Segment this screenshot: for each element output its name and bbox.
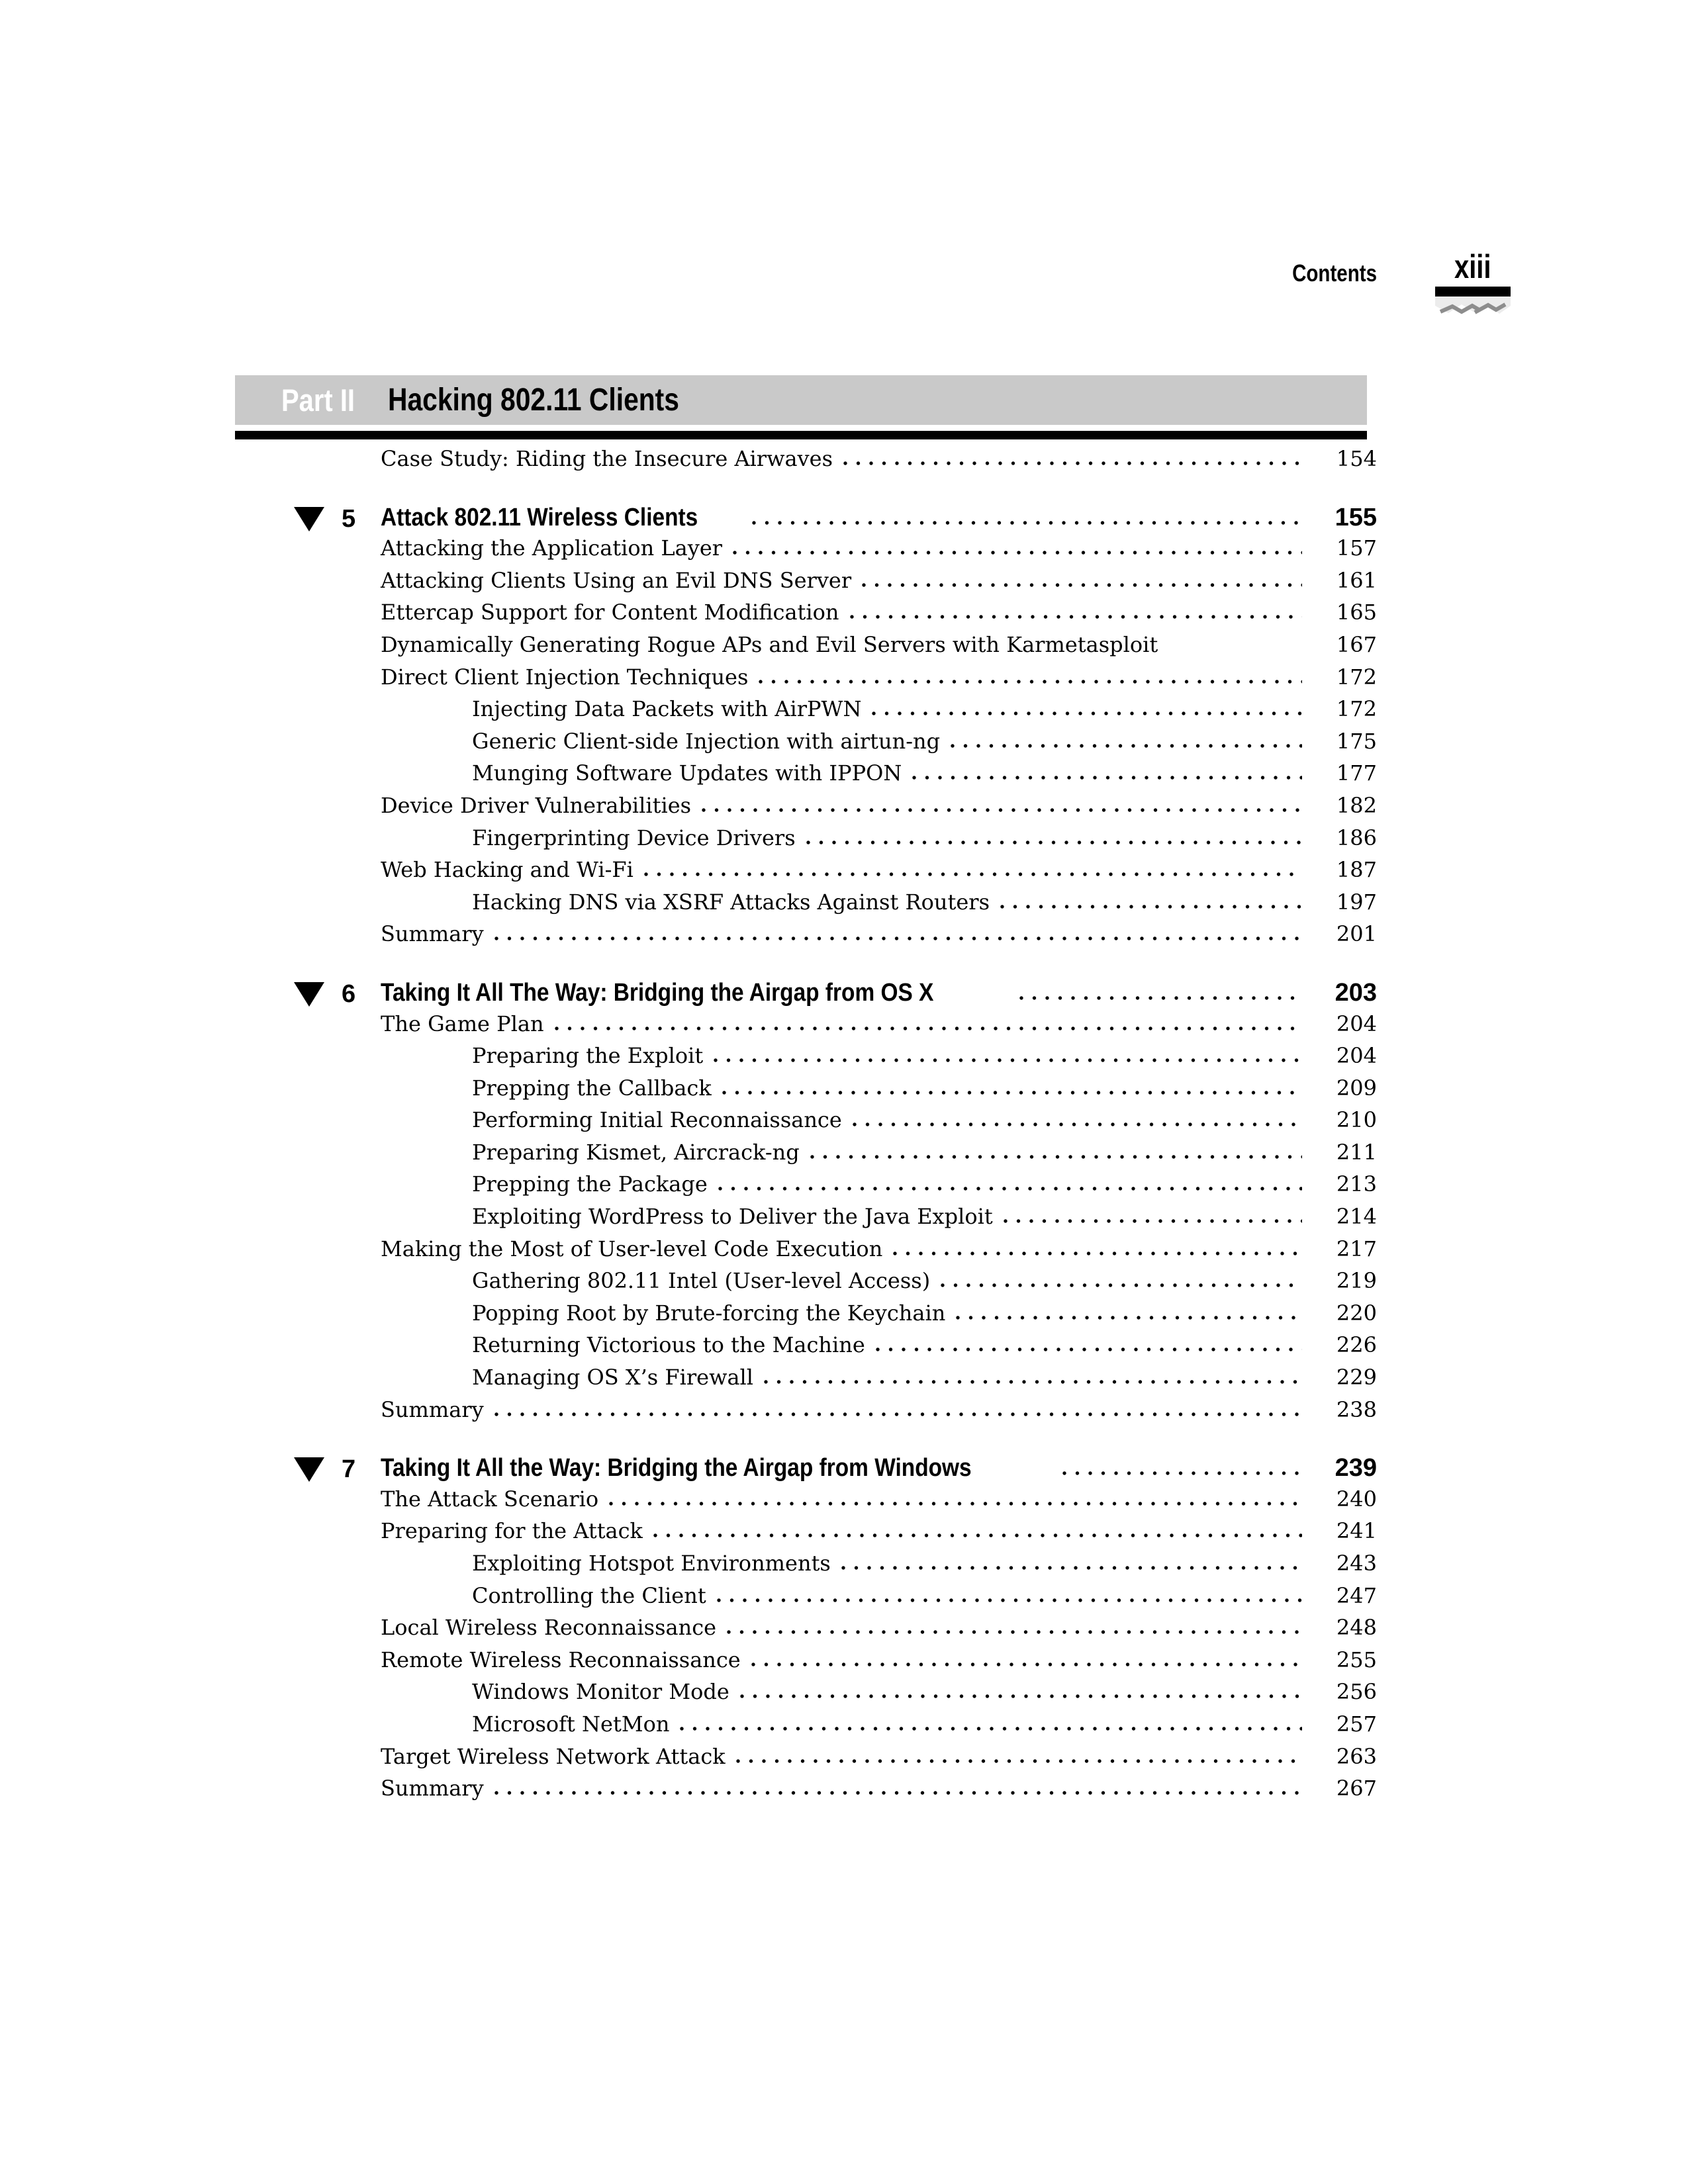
toc-row [381,1171,1377,1204]
toc-entry-page: 213 [1336,1171,1377,1197]
dot-leader [1019,995,1302,1001]
toc-entry-page: 187 [1336,857,1377,883]
chapter-number: 6 [342,979,356,1008]
toc-entry-page: 226 [1336,1332,1377,1358]
dot-leader [494,936,1302,941]
chapter-marker [294,505,355,533]
toc-row [381,1744,1377,1776]
chapter-number: 7 [342,1455,356,1484]
chapter-triangle-icon [294,1457,324,1482]
toc-entry-title: Preparing for the Attack [381,1518,643,1544]
toc-entry-page: 267 [1336,1776,1377,1801]
toc-entry-page: 255 [1336,1647,1377,1672]
chapter-triangle-icon [294,982,324,1007]
toc-row [381,1486,1377,1519]
toc-entry-title: Attack 802.11 Wireless Clients [381,503,698,531]
toc-entry-title: Generic Client-side Injection with airtun-ng [472,728,941,754]
toc-entry-title: Device Driver Vulnerabilities [381,792,692,818]
toc-entry-title: Preparing Kismet, Aircrack-ng [472,1139,800,1165]
toc-entry-page: 172 [1336,696,1377,722]
dot-leader [555,1026,1302,1031]
dot-leader [609,1501,1302,1506]
toc-row [381,793,1377,825]
dot-leader [751,1662,1302,1667]
toc-entry-title: Target Wireless Network Attack [381,1743,726,1769]
chapter-number: 5 [342,504,356,533]
part-title: Hacking 802.11 Clients [387,383,679,418]
toc-entry-title: Local Wireless Reconnaissance [381,1615,717,1641]
folio-bar-decoration [1435,287,1511,296]
dot-leader [872,711,1302,716]
toc-row [381,729,1377,761]
dot-leader [1004,1218,1302,1224]
toc-entry-title: Making the Most of User-level Code Execution [381,1236,883,1261]
toc-row [381,696,1377,729]
toc-row [381,1365,1377,1397]
toc-row [381,1583,1377,1615]
page-number: xiii [1454,248,1491,285]
toc-row [381,1647,1377,1680]
toc-entry-page: 172 [1336,664,1377,690]
toc-entry-page: 248 [1336,1615,1377,1641]
toc-entry-page: 209 [1336,1075,1377,1101]
toc-entry-title: Direct Client Injection Techniques [381,664,749,690]
toc-row [381,921,1377,954]
toc-entry-page: 165 [1336,600,1377,625]
toc-row [381,1043,1377,1075]
toc-entry-page: 217 [1336,1236,1377,1261]
toc-row [381,1679,1377,1711]
toc-entry-title: Ettercap Support for Content Modification [381,600,839,625]
toc-row [381,632,1377,664]
dot-leader [702,807,1302,813]
toc-entry-page: 211 [1336,1139,1377,1165]
part-header-bar [235,375,1367,425]
chapter-triangle-icon [294,507,324,531]
toc-entry-title: Dynamically Generating Rogue APs and Evil Servers with Karmetasploit [381,631,1158,657]
toc-entry-title: Popping Root by Brute-forcing the Keychain [472,1300,946,1326]
toc-row [381,535,1377,568]
dot-leader [850,614,1303,619]
dot-leader [764,1379,1302,1385]
toc-entry-title: The Game Plan [381,1011,544,1036]
toc-row [342,503,1377,536]
toc-row [381,1776,1377,1808]
toc-entry-page: 157 [1336,535,1377,561]
dot-leader [727,1629,1302,1635]
dot-leader [841,1565,1302,1570]
dot-leader [653,1533,1302,1538]
toc-row [381,1397,1377,1430]
dot-leader [1000,904,1302,909]
part-kicker: Part II [281,383,355,418]
toc-entry-page: 154 [1336,446,1377,471]
toc-entry-title: Performing Initial Reconnaissance [472,1107,842,1133]
dot-leader [680,1726,1302,1731]
torn-paper-squiggle-icon [1435,296,1511,318]
dot-leader [810,1154,1302,1160]
toc-entry-page: 238 [1336,1396,1377,1422]
toc-entry-page: 204 [1336,1043,1377,1069]
toc-entry-page: 240 [1336,1486,1377,1512]
toc-entry-title: Windows Monitor Mode [472,1679,729,1705]
dot-leader [912,775,1302,780]
toc-row [381,1551,1377,1583]
toc-entry-title: Attacking Clients Using an Evil DNS Server [381,567,852,593]
toc-row [381,1107,1377,1140]
toc-entry-title: Gathering 802.11 Intel (User-level Access) [472,1268,931,1294]
toc-entry-title: Web Hacking and Wi-Fi [381,857,633,883]
dot-leader [843,461,1302,466]
toc-entry-title: Injecting Data Packets with AirPWN [472,696,862,722]
toc-entry-page: 239 [1335,1454,1377,1482]
toc-entry-page: 229 [1336,1365,1377,1390]
dot-leader [759,679,1302,684]
toc-row [381,1204,1377,1236]
dot-leader [736,1758,1302,1764]
toc-row [381,857,1377,889]
toc-entry-title: Fingerprinting Device Drivers [472,825,796,850]
toc-entry-page: 203 [1335,978,1377,1007]
toc-row [381,568,1377,600]
dot-leader [644,872,1302,877]
dot-leader [494,1412,1302,1417]
toc-entry-page: 182 [1336,792,1377,818]
toc-entry-title: The Attack Scenario [381,1486,599,1512]
toc-entry-page: 247 [1336,1582,1377,1608]
toc-entry-title: Microsoft NetMon [472,1711,670,1737]
dot-leader [876,1347,1302,1352]
toc-entry-page: 167 [1336,631,1377,657]
toc-row [381,1140,1377,1172]
dot-leader [714,1058,1302,1063]
toc-entry-page: 243 [1336,1551,1377,1576]
chapter-marker [294,1455,355,1484]
toc-row [381,600,1377,632]
dot-leader [941,1283,1302,1288]
toc-entry-page: 220 [1336,1300,1377,1326]
toc-entry-page: 210 [1336,1107,1377,1133]
toc-entry-page: 175 [1336,728,1377,754]
dot-leader [752,520,1302,525]
toc-entry-title: Summary [381,1776,484,1801]
dot-leader [862,582,1302,588]
toc-entry-page: 186 [1336,825,1377,850]
toc-row [381,1075,1377,1108]
toc-row [381,446,1377,478]
dot-leader [806,840,1302,845]
toc-entry-title: Prepping the Callback [472,1075,712,1101]
dot-leader [951,743,1302,749]
toc-entry-page: 155 [1335,503,1377,531]
dot-leader [893,1251,1302,1256]
toc-entry-page: 256 [1336,1679,1377,1705]
running-head: Contents [1292,259,1377,287]
toc-entry-title: Exploiting Hotspot Environments [472,1551,831,1576]
toc-entry-page: 197 [1336,889,1377,915]
toc-entry-title: Attacking the Application Layer [381,535,723,561]
toc-entry-page: 241 [1336,1518,1377,1544]
dot-leader [494,1790,1302,1796]
toc-entry-title: Summary [381,1396,484,1422]
toc-entry-title: Taking It All The Way: Bridging the Airgap from OS X [381,978,934,1007]
toc-row [381,1615,1377,1647]
dot-leader [1168,647,1302,652]
toc-entry-title: Preparing the Exploit [472,1043,704,1069]
toc-row [342,1454,1377,1486]
dot-leader [853,1122,1302,1127]
toc-entry-title: Taking It All the Way: Bridging the Airgap from Windows [381,1454,972,1482]
toc-row [342,978,1377,1011]
toc-entry-title: Prepping the Package [472,1171,708,1197]
toc-entry-title: Hacking DNS via XSRF Attacks Against Routers [472,889,990,915]
toc-entry-title: Summary [381,921,484,947]
page-number-block [1435,250,1511,318]
part-divider-rule [235,431,1367,439]
toc-row [381,1332,1377,1365]
toc-entry-page: 263 [1336,1743,1377,1769]
toc-entry-page: 214 [1336,1204,1377,1230]
toc-entry-page: 201 [1336,921,1377,947]
toc-row [381,1300,1377,1333]
dot-leader [733,550,1302,555]
toc-entry-title: Remote Wireless Reconnaissance [381,1647,741,1672]
dot-leader [722,1090,1302,1095]
toc-list [342,446,1377,1808]
toc-row [381,1711,1377,1744]
chapter-marker [294,980,355,1009]
toc-entry-title: Managing OS X’s Firewall [472,1365,753,1390]
toc-entry-page: 177 [1336,760,1377,786]
toc-entry-page: 161 [1336,567,1377,593]
dot-leader [956,1315,1302,1320]
toc-entry-page: 204 [1336,1011,1377,1036]
toc-row [381,1518,1377,1551]
toc-row [381,664,1377,697]
dot-leader [718,1186,1302,1191]
toc-entry-title: Controlling the Client [472,1582,706,1608]
toc-entry-title: Returning Victorious to the Machine [472,1332,865,1358]
toc-entry-title: Munging Software Updates with IPPON [472,760,902,786]
dot-leader [717,1598,1302,1603]
toc-row [381,1011,1377,1044]
toc-entry-title: Exploiting WordPress to Deliver the Java Exploit [472,1204,993,1230]
toc-entry-title: Case Study: Riding the Insecure Airwaves [381,446,833,471]
toc-entry-page: 257 [1336,1711,1377,1737]
toc-row [381,760,1377,793]
toc-row [381,825,1377,858]
dot-leader [740,1694,1302,1699]
toc-row [381,889,1377,922]
dot-leader [1062,1471,1302,1476]
toc-row [381,1268,1377,1300]
toc-row [381,1236,1377,1269]
toc-entry-page: 219 [1336,1268,1377,1294]
